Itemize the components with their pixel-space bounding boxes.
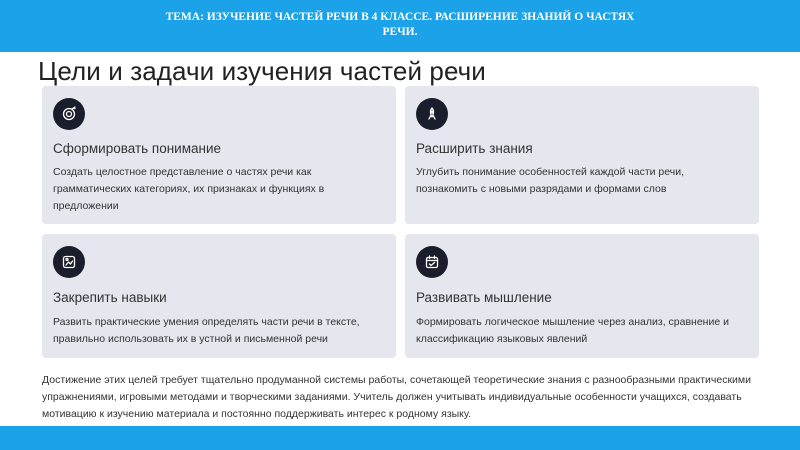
page-title: Цели и задачи изучения частей речи	[38, 56, 486, 86]
top-banner	[0, 0, 800, 52]
banner-title: ТЕМА: ИЗУЧЕНИЕ ЧАСТЕЙ РЕЧИ В 4 КЛАССЕ. РАСШИРЕНИЕ ЗНАНИЙ О ЧАСТЯХ РЕЧИ.	[165, 11, 635, 38]
card-description: Углубить понимание особенностей каждой части речи, познакомить с новыми разрядами и формами слов	[416, 166, 684, 195]
summary-paragraph: Достижение этих целей требует тщательно продуманной системы работы, сочетающей теоретические знания с разнообразными практическими упражнениями, игровыми методами и творческими заданиями. Учитель должен учитывать индивидуальные особенности учащихся, создавать мотивацию к изучению материала и постоянно поддерживать интерес к родному языку.	[42, 374, 751, 420]
goal-card-thinking	[405, 234, 759, 358]
rocket-growth-icon	[416, 98, 448, 130]
skills-puzzle-icon	[53, 246, 85, 278]
card-description: Формировать логическое мышление через анализ, сравнение и классификацию языковых явлений	[416, 316, 729, 345]
goal-card-knowledge	[405, 86, 759, 224]
card-title: Расширить знания	[416, 141, 533, 156]
card-title: Сформировать понимание	[53, 141, 222, 156]
bottom-bar	[0, 426, 800, 450]
card-description: Развить практические умения определять части речи в тексте, правильно использовать их в устной и письменной речи	[53, 316, 360, 345]
card-description: Создать целостное представление о частях речи как грамматических категориях, их признаках и функциях в предложении	[53, 166, 325, 212]
goal-card-skills	[42, 234, 396, 358]
brain-target-icon	[53, 98, 85, 130]
card-title: Закрепить навыки	[53, 290, 167, 305]
goal-card-understanding	[42, 86, 396, 224]
calendar-check-icon	[416, 246, 448, 278]
card-title: Развивать мышление	[416, 290, 552, 305]
